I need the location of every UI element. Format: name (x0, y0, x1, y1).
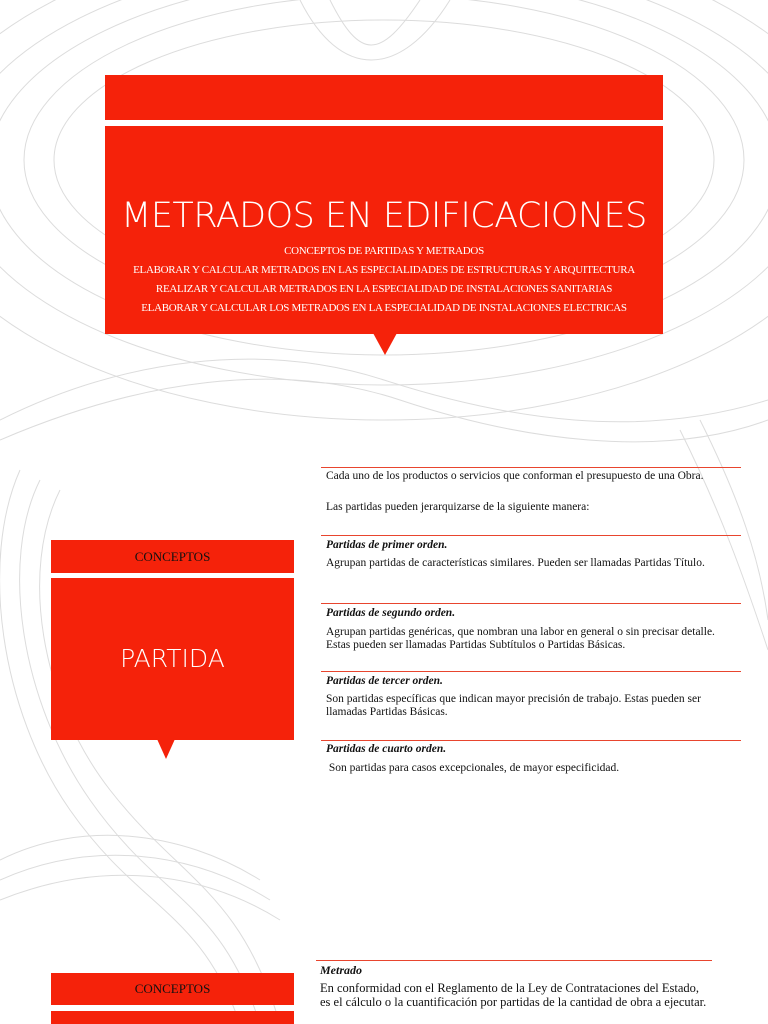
metrado-text: En conformidad con el Reglamento de la Ley de Contrataciones del Estado, es el cálculo o la cuantificación por partidas de la cantidad de obra a ejecutar. (320, 981, 707, 1009)
title-block (105, 126, 663, 334)
term-title: PARTIDA (120, 644, 225, 673)
subtitle-line: REALIZAR Y CALCULAR METRADOS EN LA ESPECIALIDAD DE INSTALACIONES SANITARIAS (155, 283, 613, 295)
definition-text: Las partidas pueden jerarquizarse de la siguiente manera: (326, 501, 590, 513)
order-text: Son partidas específicas que indican mayor precisión de trabajo. Estas pueden ser llamadas Partidas Básicas. (326, 693, 701, 718)
divider (321, 740, 741, 741)
title-pointer-triangle (373, 333, 397, 355)
section-label: CONCEPTOS (51, 973, 294, 1005)
order-heading: Partidas de segundo orden. (326, 607, 456, 619)
title-top-strip (105, 75, 663, 120)
order-heading: Partidas de primer orden. (326, 539, 448, 551)
section-label: CONCEPTOS (51, 540, 294, 573)
subtitle-line: ELABORAR Y CALCULAR LOS METRADOS EN LA ESPECIALIDAD DE INSTALACIONES ELECTRICAS (141, 302, 627, 314)
page-title: METRADOS EN EDIFICACIONES (121, 196, 647, 236)
term-block (51, 578, 294, 740)
subtitle-line: CONCEPTOS DE PARTIDAS Y METRADOS (284, 245, 484, 257)
divider (321, 535, 741, 536)
metrado-heading: Metrado (320, 963, 362, 977)
divider (316, 960, 712, 961)
order-heading: Partidas de tercer orden. (326, 675, 443, 687)
divider (321, 671, 741, 672)
order-text: Agrupan partidas genéricas, que nombran una labor en general o sin precisar detalle. Estas pueden ser llamadas Partidas Subtítulos o Partidas Básicas. (326, 626, 715, 651)
term-block (51, 1011, 294, 1024)
divider (321, 467, 741, 468)
subtitle-line: ELABORAR Y CALCULAR METRADOS EN LAS ESPECIALIDADES DE ESTRUCTURAS Y ARQUITECTURA (133, 264, 635, 276)
order-text: Agrupan partidas de características similares. Pueden ser llamadas Partidas Título. (326, 557, 705, 569)
term-pointer-triangle (157, 739, 175, 759)
order-text: Son partidas para casos excepcionales, de mayor especificidad. (326, 762, 620, 774)
definition-text: Cada uno de los productos o servicios que conforman el presupuesto de una Obra. (326, 470, 704, 482)
divider (321, 603, 741, 604)
order-heading: Partidas de cuarto orden. (326, 743, 447, 755)
